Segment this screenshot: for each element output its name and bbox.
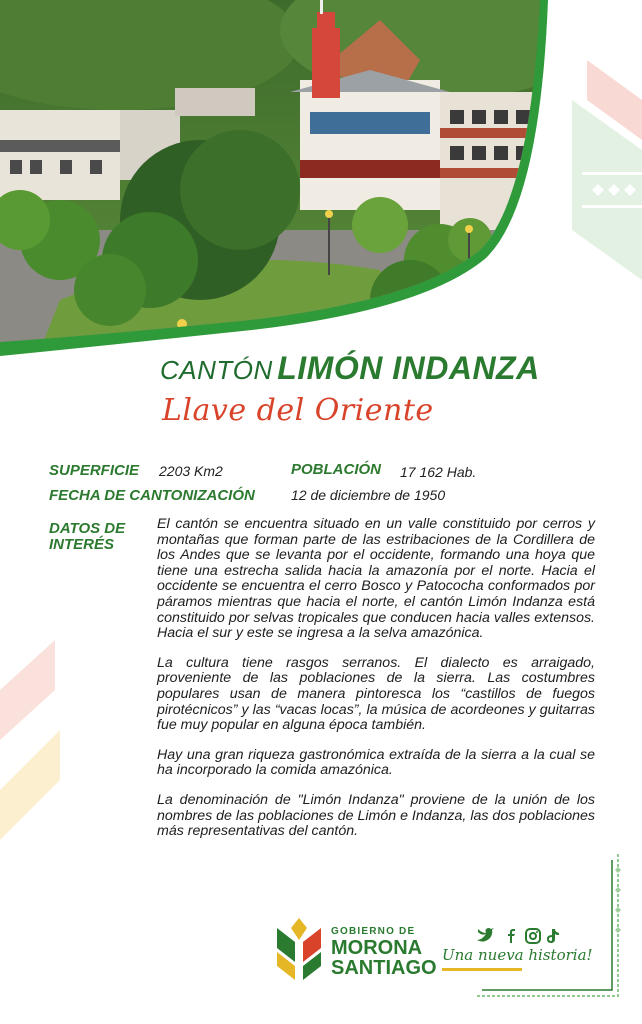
paragraph: La cultura tiene rasgos serranos. El dialecto es arraigado, proveniente de las poblaciones de la sierra. Las costumbres populares usan de manera pintoresca los “castillos de fuegos pirotécnicos” y las “vacas locas”, la música de acordeones y guitarras fue muy popular en alguna época también. bbox=[157, 654, 595, 734]
gobierno-logo-icon bbox=[273, 918, 325, 982]
title-prefix: CANTÓN bbox=[160, 355, 273, 385]
logo-text-morona: MORONA bbox=[331, 937, 423, 959]
paragraph: El cantón se encuentra situado en un valle constituido por cerros y montañas que forman parte de las estribaciones de la Cordillera de los Andes que se levanta por el occidente, formando una hoya que tiene una estrecha salida hacia la amazonía por el norte. Hacia el occidente se encuentra el cerro Bosco y Patococha conformados por páramos mientras que hacia el norte, el cantón Limón Indanza está constituido por selvas tropicales que conducen hacia valles extensos. Hacia el sur y este se ingresa a la selva amazónica. bbox=[157, 516, 595, 642]
facebook-icon[interactable] bbox=[508, 929, 515, 943]
decorative-frame-footer bbox=[472, 850, 622, 1000]
fecha-label: FECHA DE CANTONIZACIÓN bbox=[49, 487, 255, 504]
paragraph: La denominación de "Limón Indanza" proviene de la unión de los nombres de las poblaciones de Limón e Indanza, las dos poblaciones más representativas del cantón. bbox=[157, 791, 595, 840]
page-title bbox=[160, 350, 620, 387]
tiktok-icon[interactable] bbox=[547, 929, 559, 943]
datos-label-line1: DATOS DE bbox=[49, 520, 126, 537]
twitter-icon[interactable] bbox=[477, 928, 494, 942]
datos-body bbox=[157, 517, 595, 854]
slogan: Una nueva historia! bbox=[442, 946, 593, 964]
instagram-icon[interactable] bbox=[526, 929, 540, 943]
superficie-value: 2203 Km2 bbox=[159, 463, 223, 479]
poblacion-value: 17 162 Hab. bbox=[400, 464, 477, 480]
fecha-value: 12 de diciembre de 1950 bbox=[291, 487, 446, 503]
poblacion-label: POBLACIÓN bbox=[291, 461, 381, 478]
logo-text-gobierno: GOBIERNO DE bbox=[331, 926, 416, 937]
title-canton-name: LIMÓN INDANZA bbox=[277, 350, 540, 386]
town-photo bbox=[0, 0, 642, 380]
social-icons bbox=[476, 926, 566, 946]
datos-label-line2: INTERÉS bbox=[49, 536, 115, 553]
paragraph: Hay una gran riqueza gastronómica extraída de la sierra a la cual se ha incorporado la comida amazónica. bbox=[157, 746, 595, 779]
logo-text-santiago: SANTIAGO bbox=[331, 957, 437, 979]
decorative-pattern-left bbox=[0, 630, 70, 860]
tagline: Llave del Oriente bbox=[162, 393, 434, 428]
superficie-label: SUPERFICIE bbox=[49, 462, 140, 479]
slogan-underline bbox=[442, 968, 522, 971]
